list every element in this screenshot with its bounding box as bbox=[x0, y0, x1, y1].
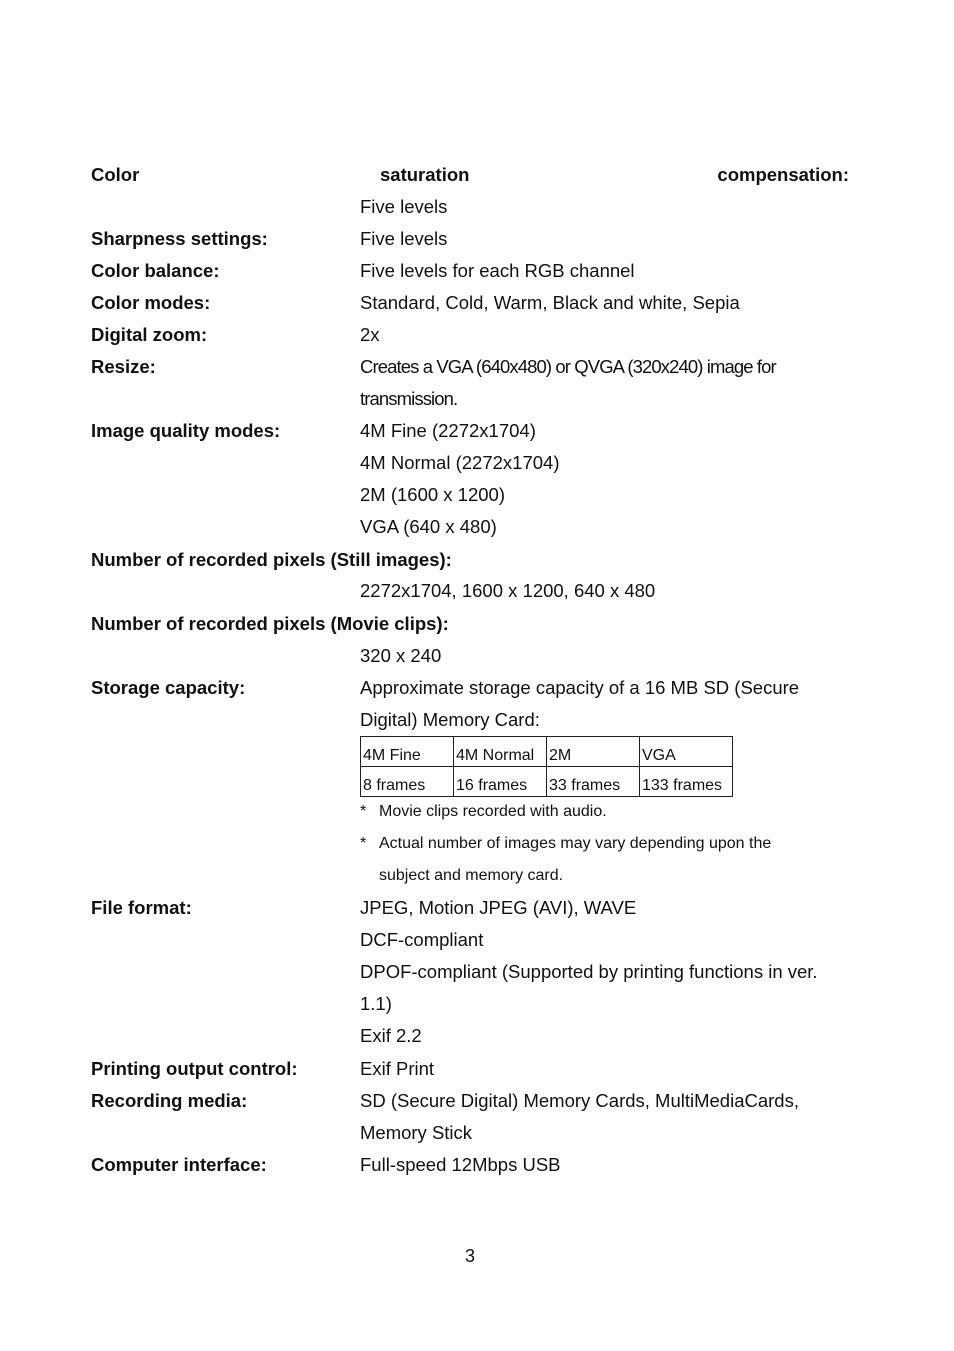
spec-value: DCF-compliant bbox=[360, 929, 484, 950]
table-cell: 133 frames bbox=[640, 767, 733, 797]
spec-value: Five levels bbox=[360, 196, 448, 217]
spec-row-digital-zoom bbox=[91, 319, 851, 351]
spec-label-word-color: Color bbox=[91, 164, 140, 185]
spec-row-image-quality bbox=[91, 415, 851, 447]
spec-value: Full-speed 12Mbps USB bbox=[360, 1154, 561, 1175]
spec-value: Memory Stick bbox=[360, 1122, 473, 1143]
spec-label: Number of recorded pixels (Movie clips): bbox=[91, 613, 449, 634]
spec-label: Printing output control: bbox=[91, 1058, 298, 1079]
spec-value: transmission. bbox=[360, 388, 458, 409]
spec-value: Five levels for each RGB channel bbox=[360, 260, 635, 281]
spec-row-sharpness bbox=[91, 223, 851, 255]
spec-row-pixels-movie bbox=[91, 608, 851, 640]
spec-label-word-compensation: compensation: bbox=[717, 164, 849, 185]
spec-label: Color balance: bbox=[91, 260, 220, 281]
spec-row-recording-cont bbox=[91, 1117, 851, 1149]
spec-row-image-quality-cont bbox=[91, 511, 851, 543]
spec-row-color-balance bbox=[91, 255, 851, 287]
spec-row-color-saturation bbox=[91, 159, 851, 191]
spec-row-image-quality-cont bbox=[91, 447, 851, 479]
spec-label: Resize: bbox=[91, 356, 156, 377]
footnote-text: subject and memory card. bbox=[379, 867, 564, 884]
table-header-cell: VGA bbox=[640, 737, 733, 767]
spec-row-color-modes bbox=[91, 287, 851, 319]
spec-value: Digital) Memory Card: bbox=[360, 709, 540, 730]
spec-row-image-quality-cont bbox=[91, 479, 851, 511]
spec-value: SD (Secure Digital) Memory Cards, MultiMediaCards, bbox=[360, 1090, 799, 1111]
spec-value: Approximate storage capacity of a 16 MB SD (Secure bbox=[360, 677, 800, 698]
spec-value: Exif 2.2 bbox=[360, 1025, 422, 1046]
footnote-marker: * bbox=[360, 835, 367, 852]
spec-row-storage bbox=[91, 672, 851, 704]
storage-capacity-table bbox=[360, 736, 733, 797]
spec-value: DPOF-compliant (Supported by printing functions in ver. bbox=[360, 961, 818, 982]
spec-label-word-saturation: saturation bbox=[380, 164, 470, 185]
spec-value: JPEG, Motion JPEG (AVI), WAVE bbox=[360, 897, 637, 918]
table-header-row bbox=[361, 737, 733, 767]
spec-value: Five levels bbox=[360, 228, 448, 249]
table-row bbox=[361, 767, 733, 797]
spec-row-recording bbox=[91, 1085, 851, 1117]
table-cell: 8 frames bbox=[361, 767, 454, 797]
spec-row-resize bbox=[91, 351, 851, 383]
spec-row-computer bbox=[91, 1149, 851, 1181]
table-header-cell: 4M Normal bbox=[454, 737, 547, 767]
spec-label: Color modes: bbox=[91, 292, 211, 313]
spec-label: Storage capacity: bbox=[91, 677, 246, 698]
spec-value: 4M Normal (2272x1704) bbox=[360, 452, 560, 473]
spec-label: Recording media: bbox=[91, 1090, 248, 1111]
spec-row-printing bbox=[91, 1053, 851, 1085]
spec-label: Image quality modes: bbox=[91, 420, 281, 441]
table-header-cell: 4M Fine bbox=[361, 737, 454, 767]
spec-label: Sharpness settings: bbox=[91, 228, 268, 249]
footnote-text: Actual number of images may vary depending upon the bbox=[379, 835, 772, 852]
table-header-cell: 2M bbox=[547, 737, 640, 767]
spec-row-storage-cont bbox=[91, 704, 851, 736]
spec-value: 1.1) bbox=[360, 993, 392, 1014]
spec-row-pixels-movie-value bbox=[91, 640, 851, 672]
spec-row-color-saturation-value bbox=[91, 191, 851, 223]
spec-value: 2M (1600 x 1200) bbox=[360, 484, 506, 505]
spec-value: 4M Fine (2272x1704) bbox=[360, 420, 536, 441]
footnote-marker: * bbox=[360, 803, 367, 820]
spec-row-file-format-cont bbox=[91, 988, 851, 1020]
spec-value: 2x bbox=[360, 324, 380, 345]
spec-label: Computer interface: bbox=[91, 1154, 267, 1175]
spec-label: File format: bbox=[91, 897, 192, 918]
spec-value: 320 x 240 bbox=[360, 645, 442, 666]
spec-row-pixels-still-value bbox=[91, 575, 851, 607]
spec-row-resize-cont bbox=[91, 383, 851, 415]
spec-row-pixels-still bbox=[91, 544, 851, 576]
spec-label: Number of recorded pixels (Still images): bbox=[91, 549, 452, 570]
footnote-text: Movie clips recorded with audio. bbox=[379, 803, 607, 820]
spec-row-file-format-cont bbox=[91, 956, 851, 988]
spec-value: Creates a VGA (640x480) or QVGA (320x240) image for bbox=[360, 356, 776, 377]
spec-value: Exif Print bbox=[360, 1058, 435, 1079]
spec-row-file-format-cont bbox=[91, 1020, 851, 1052]
table-cell: 33 frames bbox=[547, 767, 640, 797]
page-number: 3 bbox=[464, 1246, 475, 1266]
spec-label: Digital zoom: bbox=[91, 324, 208, 345]
spec-value: VGA (640 x 480) bbox=[360, 516, 497, 537]
spec-value: 2272x1704, 1600 x 1200, 640 x 480 bbox=[360, 580, 656, 601]
spec-row-file-format bbox=[91, 892, 851, 924]
table-cell: 16 frames bbox=[454, 767, 547, 797]
spec-row-file-format-cont bbox=[91, 924, 851, 956]
spec-value: Standard, Cold, Warm, Black and white, Sepia bbox=[360, 292, 740, 313]
